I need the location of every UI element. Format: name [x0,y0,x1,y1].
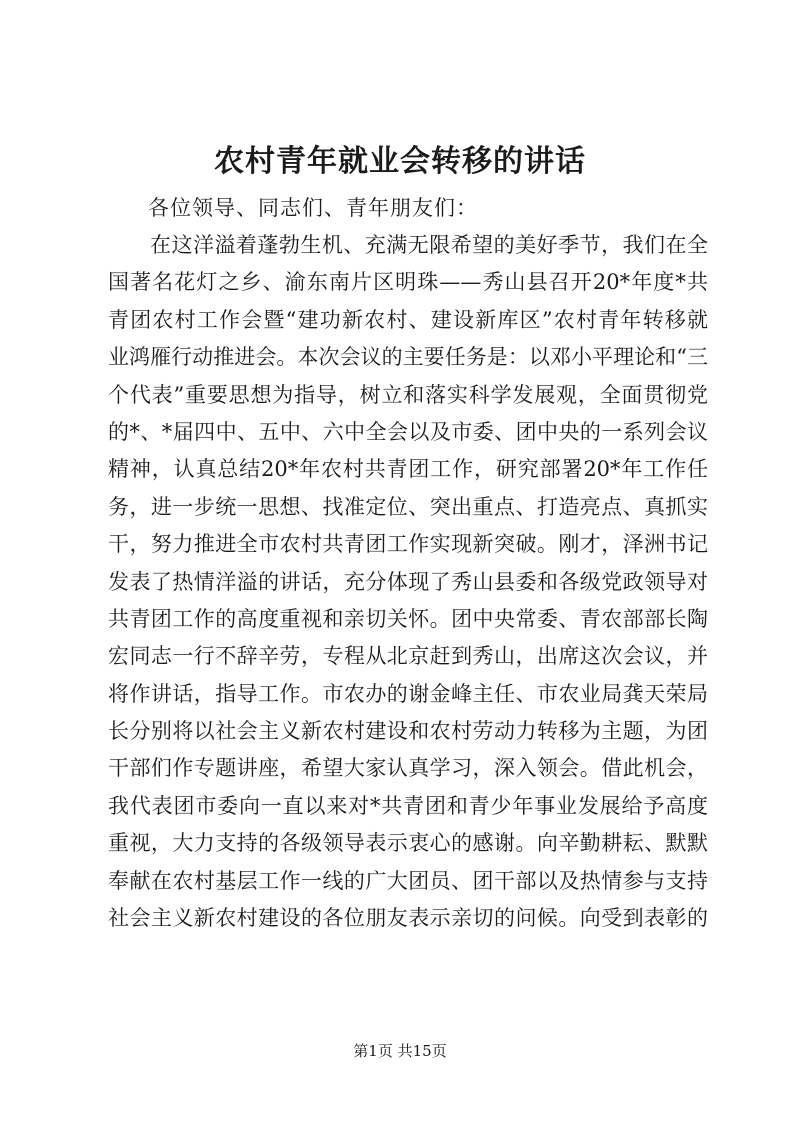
document-title: 农村青年就业会转移的讲话 [214,144,586,179]
body-line: 业鸿雁行动推进会。本次会议的主要任务是：以邓小平理论和“三 [108,345,708,370]
salutation: 各位领导、同志们、青年朋友们： [148,196,478,220]
body-text [108,227,708,937]
body-line: 宏同志一行不辞辛劳，专程从北京赶到秀山，出席这次会议，并 [108,644,708,669]
body-line: 精神，认真总结20*年农村共青团工作，研究部署20*年工作任 [108,457,708,482]
body-line: 奉献在农村基层工作一线的广大团员、团干部以及热情参与支持 [108,868,708,893]
body-line: 重视，大力支持的各级领导表示衷心的感谢。向辛勤耕耘、默默 [108,831,708,856]
body-line: 社会主义新农村建设的各位朋友表示亲切的问候。向受到表彰的 [108,906,708,931]
body-line: 发表了热情洋溢的讲话，充分体现了秀山县委和各级党政领导对 [108,569,708,594]
body-line: 共青团工作的高度重视和亲切关怀。团中央常委、青农部部长陶 [108,606,708,631]
body-line: 个代表”重要思想为指导，树立和落实科学发展观，全面贯彻党 [108,382,708,407]
body-line: 青团农村工作会暨“建功新农村、建设新库区”农村青年转移就 [108,307,708,332]
body-line: 长分别将以社会主义新农村建设和农村劳动力转移为主题，为团 [108,719,708,744]
body-line: 国著名花灯之乡、渝东南片区明珠——秀山县召开20*年度*共 [108,270,708,295]
body-line: 在这洋溢着蓬勃生机、充满无限希望的美好季节，我们在全 [150,233,708,257]
body-line: 干部们作专题讲座，希望大家认真学习，深入领会。借此机会， [108,756,708,781]
body-line: 干，努力推进全市农村共青团工作实现新突破。刚才，泽洲书记 [108,532,708,557]
body-line: 我代表团市委向一直以来对*共青团和青少年事业发展给予高度 [108,793,708,818]
body-line: 的*、*届四中、五中、六中全会以及市委、团中央的一系列会议 [108,419,708,444]
body-line: 务，进一步统一思想、找准定位、突出重点、打造亮点、真抓实 [108,494,708,519]
body-line: 将作讲话，指导工作。市农办的谢金峰主任、市农业局龚天荣局 [108,681,708,706]
page-number: 第1页 共15页 [353,1042,447,1060]
